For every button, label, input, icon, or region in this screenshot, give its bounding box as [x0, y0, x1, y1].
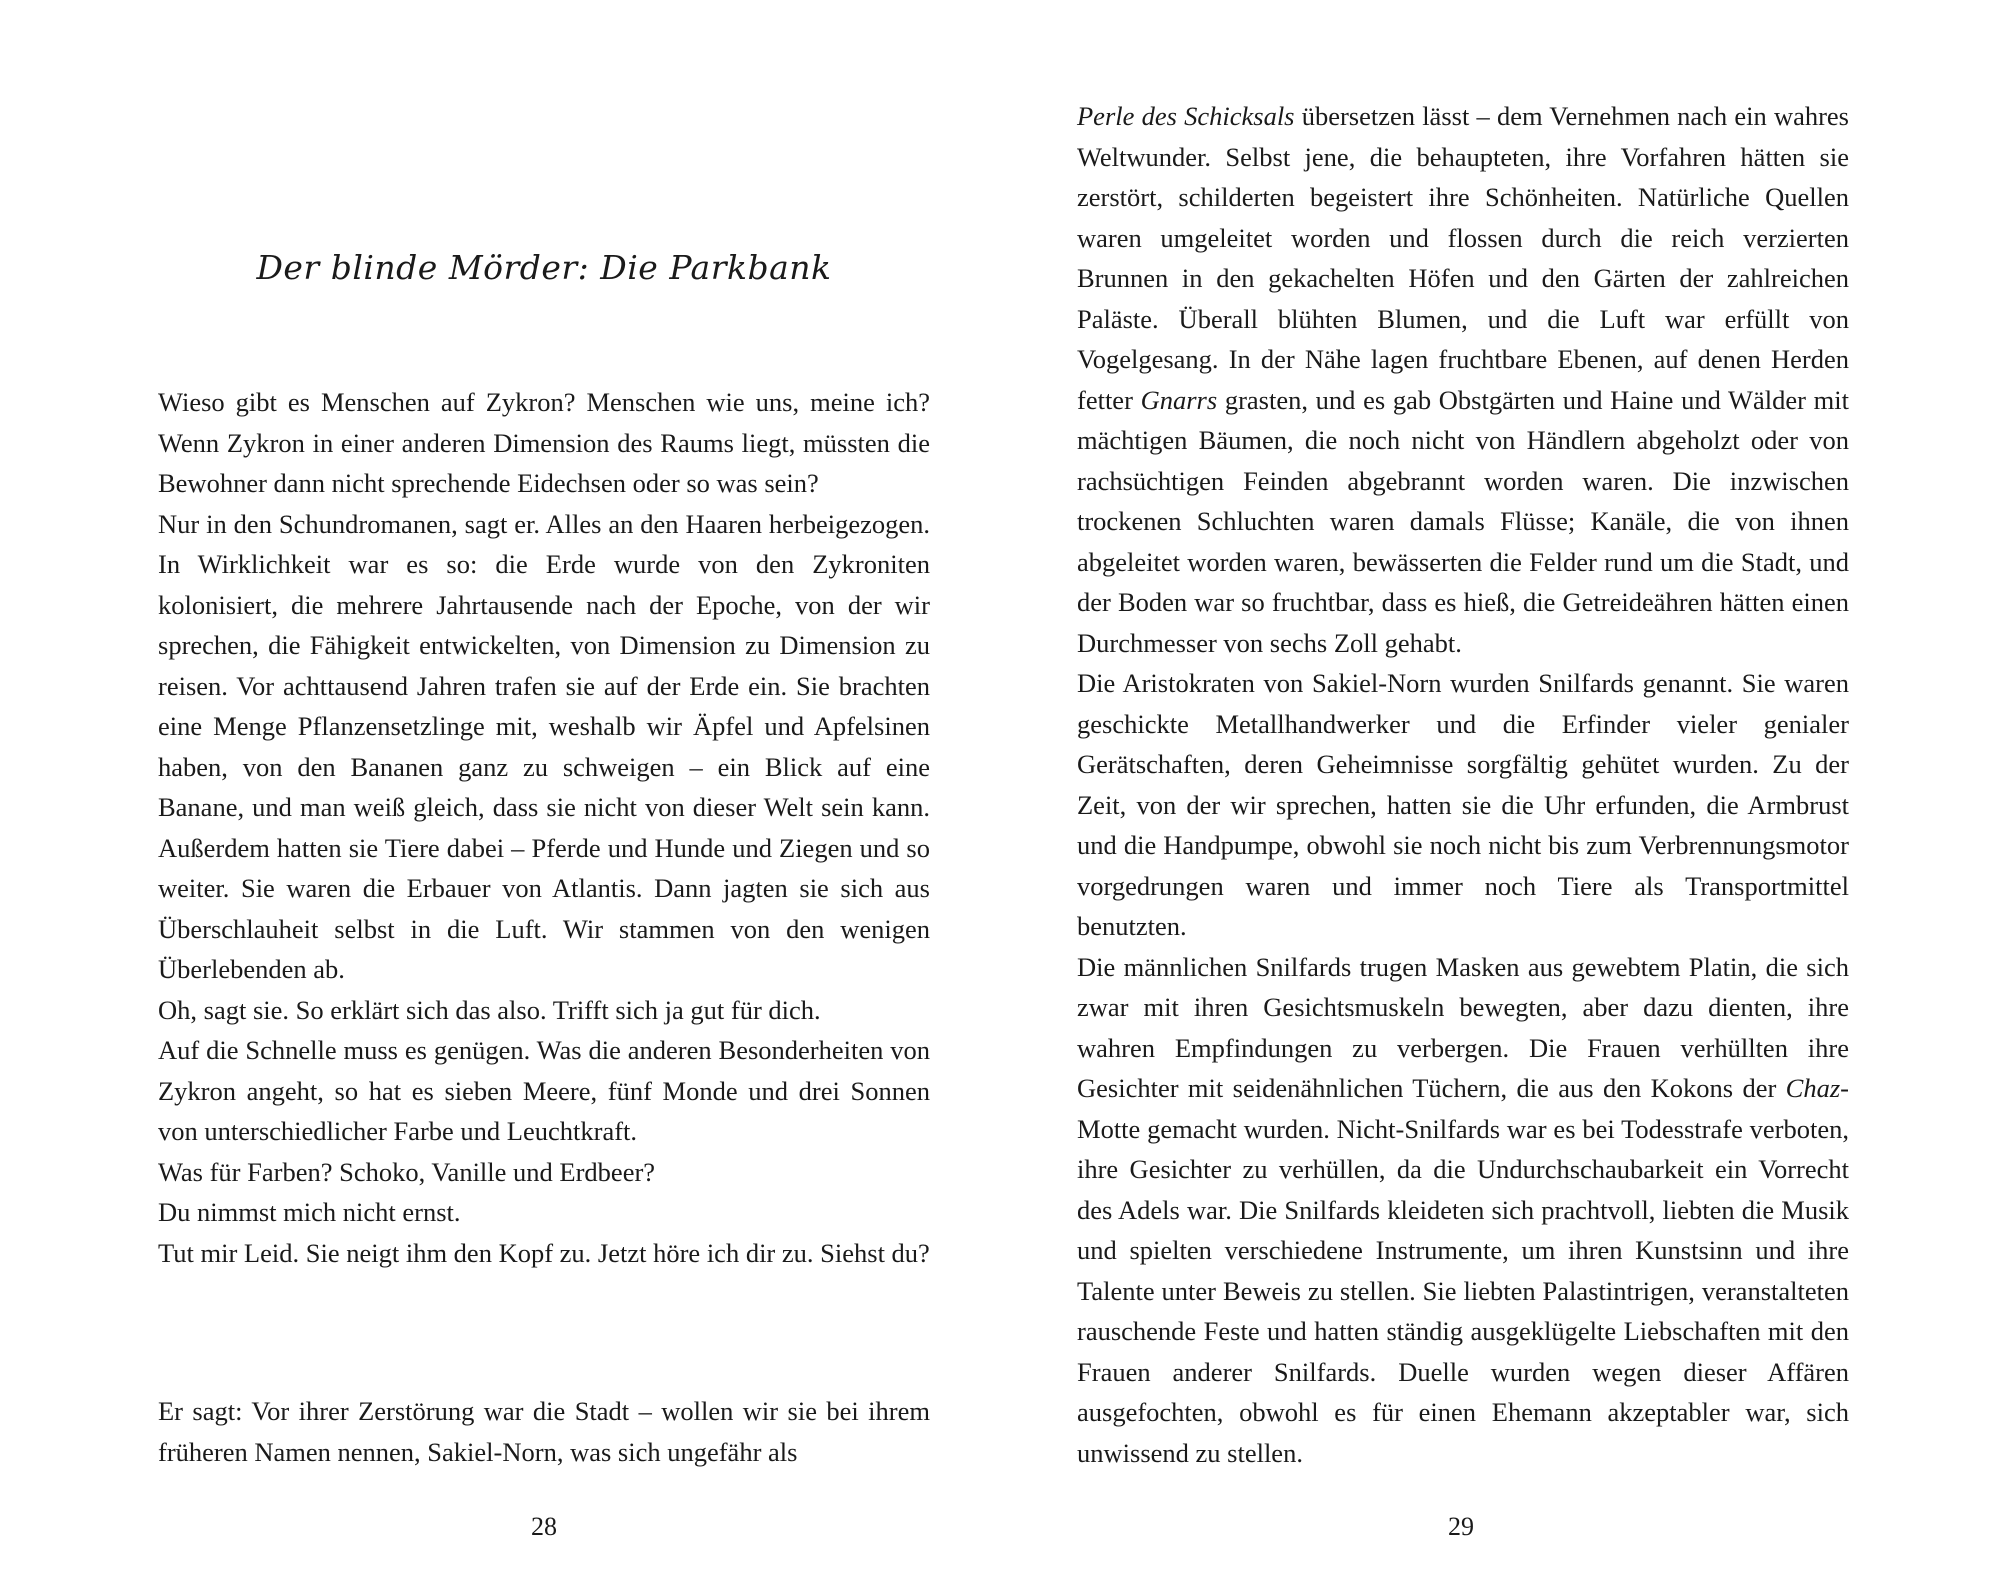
- paragraph: Oh, sagt sie. So erklärt sich das also. Trifft sich ja gut für dich.: [158, 994, 821, 1025]
- left-text-block-2: [158, 1391, 930, 1472]
- text-run: übersetzen lässt – dem Vernehmen nach ein wahres Weltwunder. Selbst jene, die behaupteten, ihre Vorfahren hätten sie zerstört, schilderten begeistert ihre Schönheiten. Natürliche Quellen waren umgeleitet worden und flossen durch die reich verzierten Brunnen in den gekachelten Höfen und den Gärten der zahlreichen Paläste. Überall blühten Blumen, und die Luft war erfüllt von Vogelgesang. In der Nähe lagen fruchtbare Ebenen, auf denen Herden fetter: [1077, 101, 1849, 415]
- page-number: 29: [1448, 1512, 1474, 1541]
- paragraph: Auf die Schnelle muss es genügen. Was die anderen Besonderheiten von Zykron angeht, so hat es sieben Meere, fünf Monde und drei Sonnen von unterschiedlicher Farbe und Leuchtkraft.: [158, 1035, 930, 1146]
- paragraph: Was für Farben? Schoko, Vanille und Erdbeer?: [158, 1156, 656, 1187]
- paragraph: [1077, 96, 1849, 663]
- italic-word: Gnarrs: [1140, 384, 1218, 415]
- right-text-block: [1077, 96, 1849, 1473]
- paragraph: Die Aristokraten von Sakiel-Norn wurden Snilfards genannt. Sie waren geschickte Metallhandwerker und die Erfinder vieler genialer Gerätschaften, deren Geheimnisse sorgfältig gehütet wurden. Zu der Zeit, von der wir sprechen, hatten sie die Uhr erfunden, die Armbrust und die Handpumpe, obwohl sie noch nicht bis zum Verbrennungsmotor vorgedrungen waren und immer noch Tiere als Transportmittel benutzten.: [1077, 668, 1849, 941]
- right-page: [1000, 0, 2000, 1588]
- paragraph: Du nimmst mich nicht ernst.: [158, 1197, 461, 1227]
- italic-phrase: Perle des Schicksals: [1077, 101, 1295, 131]
- left-text-block: [158, 382, 930, 1273]
- paragraph: Wieso gibt es Menschen auf Zykron? Menschen wie uns, meine ich? Wenn Zykron in einer anderen Dimension des Raums liegt, müssten die Bewohner dann nicht sprechende Eidechsen oder so was sein?: [158, 387, 930, 498]
- text-run: Die männlichen Snilfards trugen Masken aus gewebtem Platin, die sich zwar mit ihren Gesichtsmuskeln bewegten, aber dazu dienten, ihre wahren Empfindungen zu verbergen. Die Frauen verhüllten ihre Gesichter mit seidenähnlichen Tüchern, die aus den Kokons der: [1077, 951, 1849, 1103]
- text-run: -Motte gemacht wurden. Nicht-Snilfards war es bei Todesstrafe verboten, ihre Gesichter zu verhüllen, da die Undurchschaubarkeit ein Vorrecht des Adels war. Die Snilfards kleideten sich prachtvoll, liebten die Musik und spielten verschiedene Instrumente, um ihren Kunstsinn und ihre Talente unter Beweis zu stellen. Sie liebten Palastintrigen, veranstalteten rauschende Feste und hatten ständig ausgeklügelte Liebschaften mit den Frauen anderer Snilfards. Duelle wurden wegen dieser Affären ausgefochten, obwohl es für einen Ehemann akzeptabler war, sich unwissend zu stellen.: [1077, 1073, 1849, 1468]
- chapter-title: Der blinde Mörder: Die Parkbank: [256, 248, 832, 287]
- paragraph: Nur in den Schundromanen, sagt er. Alles an den Haaren herbeigezogen. In Wirklichkeit war es so: die Erde wurde von den Zykroniten kolonisiert, die mehrere Jahrtausende nach der Epoche, von der wir sprechen, die Fähigkeit entwickelten, von Dimension zu Dimension zu reisen. Vor achttausend Jahren trafen sie auf der Erde ein. Sie brachten eine Menge Pflanzensetzlinge mit, weshalb wir Äpfel und Apfelsinen haben, von den Bananen ganz zu schweigen – ein Blick auf eine Banane, und man weiß gleich, dass sie nicht von dieser Welt sein kann. Außerdem hatten sie Tiere dabei – Pferde und Hunde und Ziegen und so weiter. Sie waren die Erbauer von Atlantis. Dann jagten sie sich aus Überschlauheit selbst in die Luft. Wir stammen von den wenigen Überlebenden ab.: [158, 508, 930, 984]
- paragraph: Er sagt: Vor ihrer Zerstörung war die Stadt – wollen wir sie bei ihrem früheren Namen nennen, Sakiel-Norn, was sich ungefähr als: [158, 1396, 930, 1467]
- text-run: grasten, und es gab Obstgärten und Haine und Wälder mit mächtigen Bäumen, die noch nicht von Händlern abgeholzt oder von rachsüchtigen Feinden abgebrannt worden waren. Die inzwischen trockenen Schluchten waren damals Flüsse; Kanäle, die von ihnen abgeleitet worden waren, bewässerten die Felder rund um die Stadt, und der Boden war so fruchtbar, dass es hieß, die Getreideähren hätten einen Durchmesser von sechs Zoll gehabt.: [1077, 384, 1849, 658]
- paragraph: Tut mir Leid. Sie neigt ihm den Kopf zu. Jetzt höre ich dir zu. Siehst du?: [158, 1237, 930, 1268]
- italic-word: Chaz: [1785, 1073, 1841, 1103]
- paragraph: [1077, 947, 1849, 1474]
- page-number: 28: [531, 1512, 557, 1541]
